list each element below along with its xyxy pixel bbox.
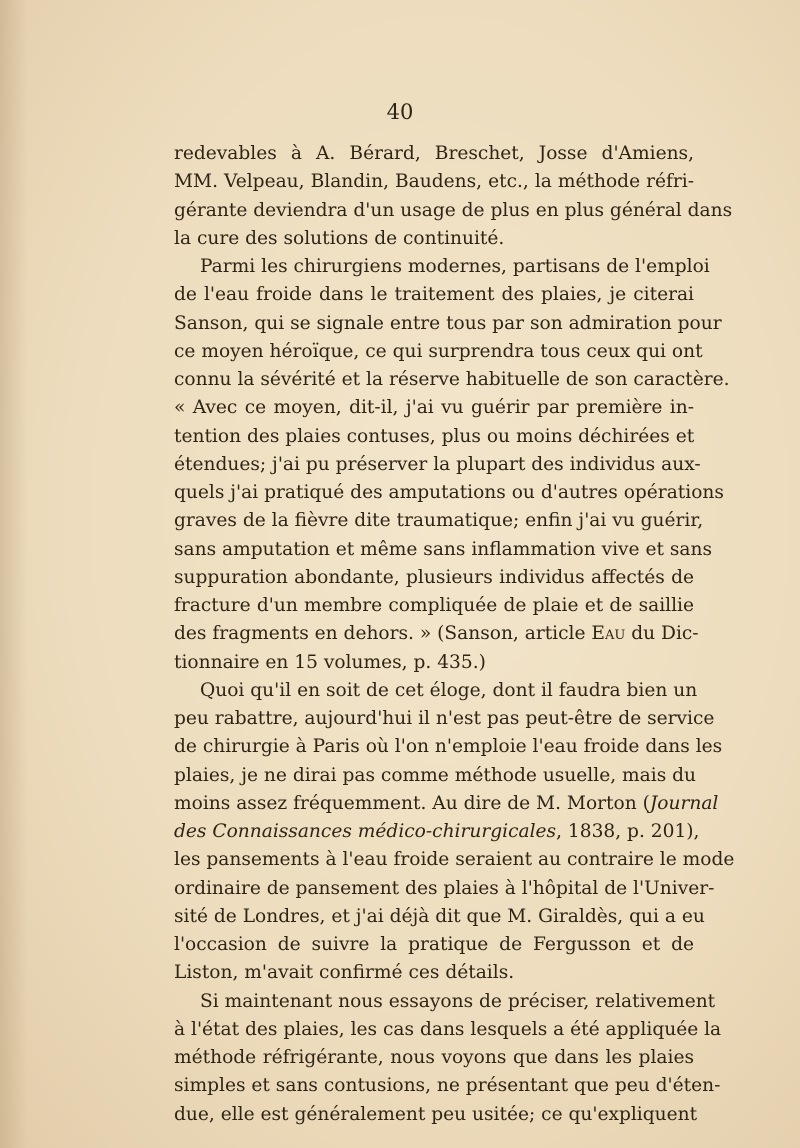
text-line: peu rabattre, aujourd'hui il n'est pas peut-être de service xyxy=(174,708,715,729)
text-fragment: , 1838, p. 201), xyxy=(556,821,700,842)
text-line: sité de Londres, et j'ai déjà dit que M. Giraldès, qui a eu xyxy=(174,905,705,927)
text-line: la cure des solutions de continuité. xyxy=(174,227,505,249)
text-line: à l'état des plaies, les cas dans lesquels a été appliquée la xyxy=(174,1018,722,1040)
text-line: de chirurgie à Paris où l'on n'emploie l'eau froide dans les xyxy=(174,736,723,758)
page-number: 40 xyxy=(386,100,414,124)
text-line: Si maintenant nous essayons de préciser, relativement xyxy=(200,990,716,1012)
text-line: les pansements à l'eau froide seraient au contraire le mode xyxy=(174,849,735,871)
journal-title: des Connaissances médico-chirurgicales xyxy=(174,821,557,842)
text-line: redevables à A. Bérard, Breschet, Josse d'Amiens, xyxy=(174,143,694,164)
article-title: Eau xyxy=(591,623,626,645)
body-text xyxy=(174,140,735,1129)
text-line: Quoi qu'il en soit de cet éloge, dont il faudra bien un xyxy=(200,679,698,701)
text-line: fracture d'un membre compliquée de plaie et de saillie xyxy=(174,595,694,616)
text-line: étendues; j'ai pu préserver la plupart des individus aux- xyxy=(174,453,701,475)
text-line: connu la sévérité et la réserve habituelle de son caractère. xyxy=(174,369,730,390)
text-line xyxy=(174,790,719,818)
journal-title: Journal xyxy=(649,792,719,814)
text-line: quels j'ai pratiqué des amputations ou d'autres opérations xyxy=(174,482,724,503)
text-line: l'occasion de suivre la pratique de Fergusson et de xyxy=(174,934,694,955)
text-line: sans amputation et même sans inflammation vive et sans xyxy=(174,538,712,560)
text-line: suppuration abondante, plusieurs individus affectés de xyxy=(174,566,694,588)
text-line xyxy=(174,620,699,648)
text-line: plaies, je ne dirai pas comme méthode usuelle, mais du xyxy=(174,764,697,786)
spine-shadow xyxy=(0,0,28,1148)
text-line: « Avec ce moyen, dit-il, j'ai vu guérir par première in- xyxy=(174,397,694,419)
text-line: Parmi les chirurgiens modernes, partisans de l'emploi xyxy=(200,256,710,277)
text-line: tention des plaies contuses, plus ou moins déchirées et xyxy=(174,425,695,447)
text-line: gérante deviendra d'un usage de plus en plus général dans xyxy=(174,199,733,221)
text-line: ordinaire de pansement des plaies à l'hôpital de l'Univer- xyxy=(174,877,715,899)
text-line: MM. Velpeau, Blandin, Baudens, etc., la méthode réfri- xyxy=(174,171,694,193)
text-fragment: du Dic- xyxy=(625,623,699,645)
text-line: Sanson, qui se signale entre tous par son admiration pour xyxy=(174,312,722,334)
text-line: de l'eau froide dans le traitement des plaies, je citerai xyxy=(174,284,694,306)
text-line: méthode réfrigérante, nous voyons que dans les plaies xyxy=(174,1047,694,1068)
text-fragment: des fragments en dehors. » (Sanson, article xyxy=(174,623,586,645)
text-line: Liston, m'avait confirmé ces détails. xyxy=(174,962,515,984)
text-line: ce moyen héroïque, ce qui surprendra tous ceux qui ont xyxy=(174,340,703,362)
text-line: graves de la fièvre dite traumatique; enfin j'ai vu guérir, xyxy=(174,510,704,532)
text-fragment: moins assez fréquemment. Au dire de M. Morton ( xyxy=(174,792,650,814)
text-line: simples et sans contusions, ne présentant que peu d'éten- xyxy=(174,1075,721,1097)
text-line: tionnaire en 15 volumes, p. 435.) xyxy=(174,651,486,673)
text-line: due, elle est généralement peu usitée; ce qu'expliquent xyxy=(174,1103,698,1125)
text-line xyxy=(174,818,700,846)
